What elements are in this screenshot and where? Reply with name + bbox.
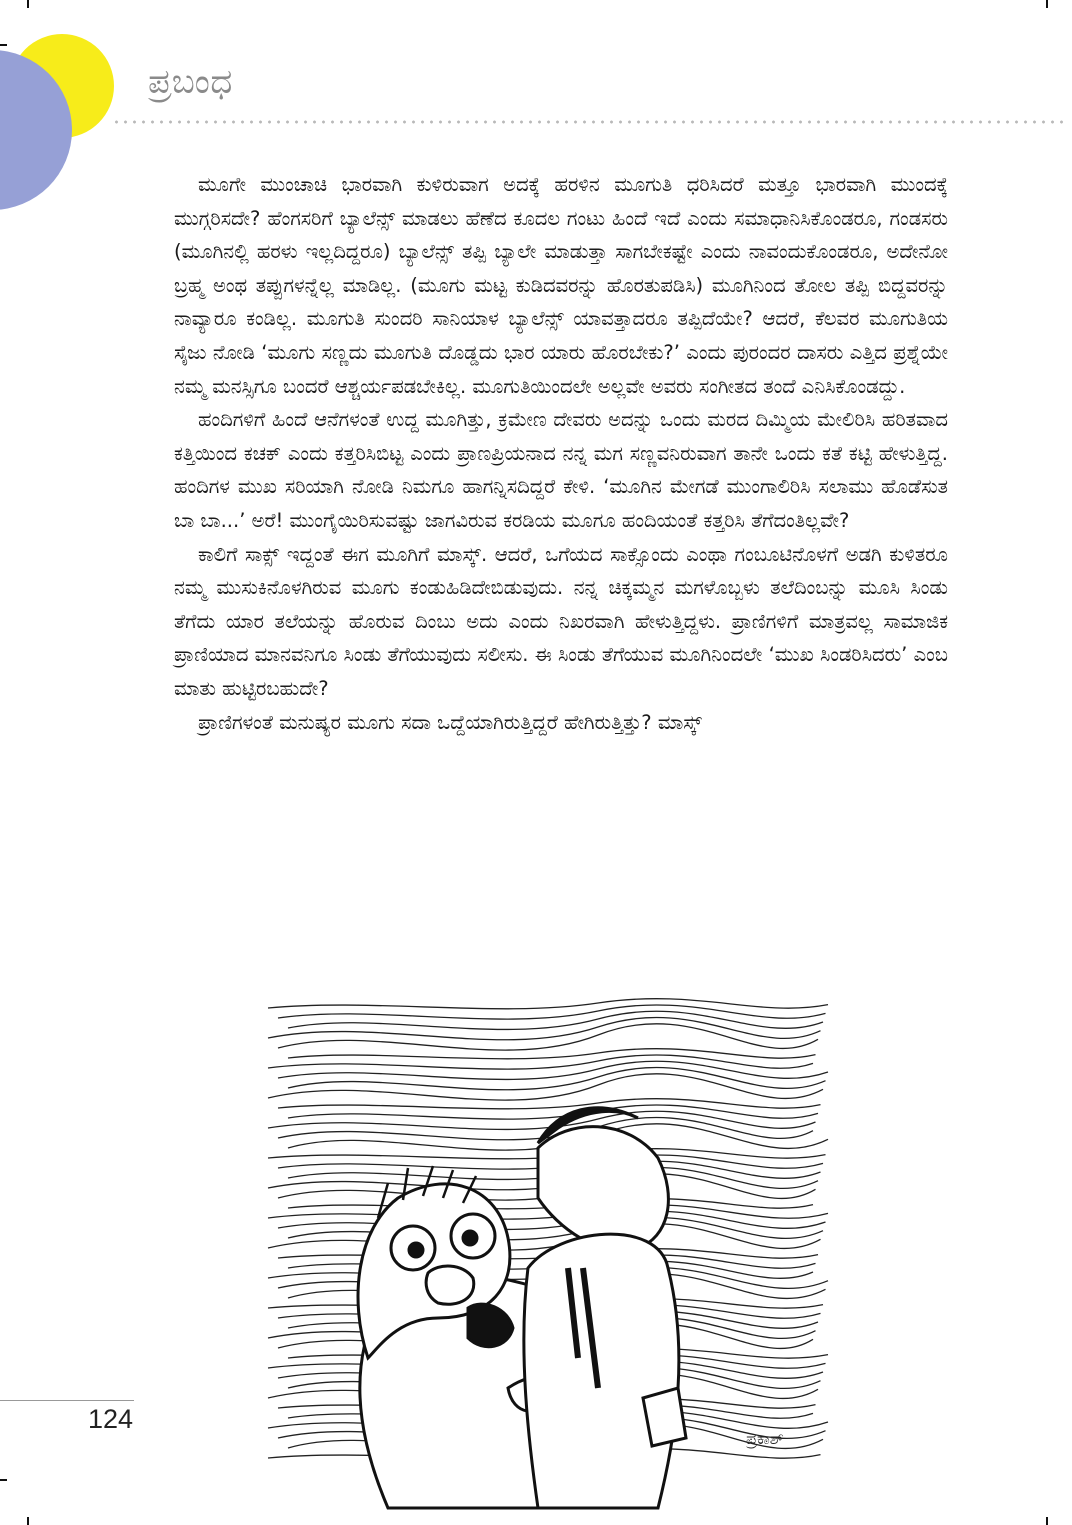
swirl-line [268,1055,813,1069]
swirl-line [268,1018,821,1040]
cartoon-illustration [238,968,880,1518]
swirl-line [268,999,828,1009]
paragraph: ಪ್ರಾಣಿಗಳಂತೆ ಮನುಷ್ಯರ ಮೂಗು ಸದಾ ಒದ್ದೆಯಾಗಿರುತ್ತಿದ್ದರೆ ಹೇಗಿರುತ್ತಿತ್ತು? ಮಾಸ್ಕ್ [198,710,702,734]
man-with-turned-back [524,1108,686,1508]
dotted-divider [112,120,1067,124]
swirl-line [288,1068,826,1090]
page-number: 124 [88,1404,134,1434]
paragraph: ಮೂಗೇ ಮುಂಚಾಚಿ ಭಾರವಾಗಿ ಕುಳಿರುವಾಗ ಅದಕ್ಕೆ ಹರಳಿನ ಮೂಗುತಿ ಧರಿಸಿದರೆ ಮತ್ತೂ ಭಾರವಾಗಿ ಮುಂದಕ್ಕೆ ಮುಗ್ಗರಿಸದೇ? ಹೆಂಗಸರಿಗೆ ಬ್ಯಾಲೆನ್ಸ್ ಮಾಡಲು ಹೆಣೆದ ಕೂದಲ ಗಂಟು ಹಿಂದೆ ಇದೆ ಎಂದು ಸಮಾಧಾನಿಸಿಕೊಂಡರೂ, ಗಂಡಸರು (ಮೂಗಿನಲ್ಲಿ ಹರಳು ಇಲ್ಲದಿದ್ದರೂ) ಬ್ಯಾಲೆನ್ಸ್ ತಪ್ಪಿ ಬ್ಯಾಲೇ ಮಾಡುತ್ತಾ ಸಾಗಬೇಕಷ್ಟೇ ಎಂದು ನಾವಂದುಕೊಂಡರೂ, ಅದೇನೋ ಬ್ರಹ್ಮ ಅಂಥ ತಪ್ಪುಗಳನ್ನೆಲ್ಲ ಮಾಡಿಲ್ಲ. (ಮೂಗು ಮಟ್ಟ ಕುಡಿದವರನ್ನು ಹೊರತುಪಡಿಸಿ) ಮೂಗಿನಿಂದ ತೋಲ ತಪ್ಪಿ ಬಿದ್ದವರನ್ನು ನಾವ್ಯಾರೂ ಕಂಡಿಲ್ಲ. ಮೂಗುತಿ ಸುಂದರಿ ಸಾನಿಯಾಳ ಬ್ಯಾಲೆನ್ಸ್ ಯಾವತ್ತಾದರೂ ತಪ್ಪಿದೆಯೇ? ಆದರೆ, ಕೆಲವರ ಮೂಗುತಿಯ ಸೈಜು ನೋಡಿ ‘ಮೂಗು ಸಣ್ಣದು ಮೂಗುತಿ ದೊಡ್ಡದು ಭಾರ ಯಾರು ಹೊರಬೇಕು?’ ಎಂದು ಪುರಂದರ ದಾಸರು ಎತ್ತಿದ ಪ್ರಶ್ನೆಯೇ ನಮ್ಮ ಮನಸ್ಸಿಗೂ ಬಂದರೆ ಆಶ್ಚರ್ಯಪಡಬೇಕಿಲ್ಲ. ಮೂಗುತಿಯಿಂದಲೇ ಅಲ್ಲವೇ ಅವರು ಸಂಗೀತದ ತಂದೆ ಎನಿಸಿಕೊಂಡದ್ದು. [174,173,948,398]
swirl-line [288,1049,816,1059]
paragraph: ಹಂದಿಗಳಿಗೆ ಹಿಂದೆ ಆನೆಗಳಂತೆ ಉದ್ದ ಮೂಗಿತ್ತು, ಕ್ರಮೇಣ ದೇವರು ಅದನ್ನು ಒಂದು ಮರದ ದಿಮ್ಮಿಯ ಮೇಲಿರಿಸಿ ಹರಿತವಾದ ಕತ್ತಿಯಿಂದ ಕಚಕ್ ಎಂದು ಕತ್ತರಿಸಿಬಿಟ್ಟ ಎಂದು ಪ್ರಾಣಪ್ರಿಯನಾದ ನನ್ನ ಮಗ ಸಣ್ಣವನಿರುವಾಗ ತಾನೇ ಒಂದು ಕತೆ ಕಟ್ಟಿ ಹೇಳುತ್ತಿದ್ದ. ಹಂದಿಗಳ ಮುಖ ಸರಿಯಾಗಿ ನೋಡಿ ನಿಮಗೂ ಹಾಗನ್ನಿಸದಿದ್ದರೆ ಕೇಳಿ. ‘ಮೂಗಿನ ಮೇಗಡೆ ಮುಂಗಾಲಿರಿಸಿ ಸಲಾಮು ಹೊಡೆಸುತ ಬಾ ಬಾ...’ ಅರೆ! ಮುಂಗೈಯಿರಿಸುವಷ್ಟು ಜಾಗವಿರುವ ಕರಡಿಯ ಮೂಗೂ ಹಂದಿಯಂತೆ ಕತ್ತರಿಸಿ ತೆಗೆದಂತಿಲ್ಲವೇ? [174,408,948,532]
swirl-line [278,1099,821,1109]
paragraph: ಕಾಲಿಗೆ ಸಾಕ್ಸ್ ಇದ್ದಂತೆ ಈಗ ಮೂಗಿಗೆ ಮಾಸ್ಕ್. ಆದರೆ, ಒಗೆಯದ ಸಾಕ್ಸೊಂದು ಎಂಥಾ ಗಂಬೂಟಿನೊಳಗೆ ಅಡಗಿ ಕುಳಿತರೂ ನಮ್ಮ ಮುಸುಕಿನೊಳಗಿರುವ ಮೂಗು ಕಂಡುಹಿಡಿದೇಬಿಡುವುದು. ನನ್ನ ಚಿಕ್ಕಮ್ಮನ ಮಗಳೊಬ್ಬಳು ತಲೆದಿಂಬನ್ನು ಮೂಸಿ ಸಿಂಡು ತೆಗೆದು ಯಾರ ತಲೆಯನ್ನು ಹೊರುವ ದಿಂಬು ಅದು ಎಂದು ನಿಖರವಾಗಿ ಹೇಳುತ್ತಿದ್ದಳು. ಪ್ರಾಣಿಗಳಿಗೆ ಮಾತ್ರವಲ್ಲ ಸಾಮಾಜಿಕ ಪ್ರಾಣಿಯಾದ ಮಾನವನಿಗೂ ಸಿಂಡು ತೆಗೆಯುವುದು ಸಲೀಸು. ಈ ಸಿಂಡು ತೆಗೆಯುವ ಮೂಗಿನಿಂದಲೇ ‘ಮುಖ ಸಿಂಡರಿಸಿದರು’ ಎಂಬ ಮಾತು ಹುಟ್ಟಿರಬಹುದೇ? [174,542,948,700]
section-title: ಪ್ರಬಂಧ [148,62,233,102]
header-decoration [0,0,200,220]
crop-mark [0,1479,7,1481]
crop-mark [1046,0,1048,8]
page-number-rule [0,1400,134,1401]
illustrator-signature: ಪ್ರಕಾಶ್ [746,1429,784,1448]
crop-mark [27,1517,29,1525]
article-body [174,168,948,739]
crop-mark [1046,1517,1048,1525]
